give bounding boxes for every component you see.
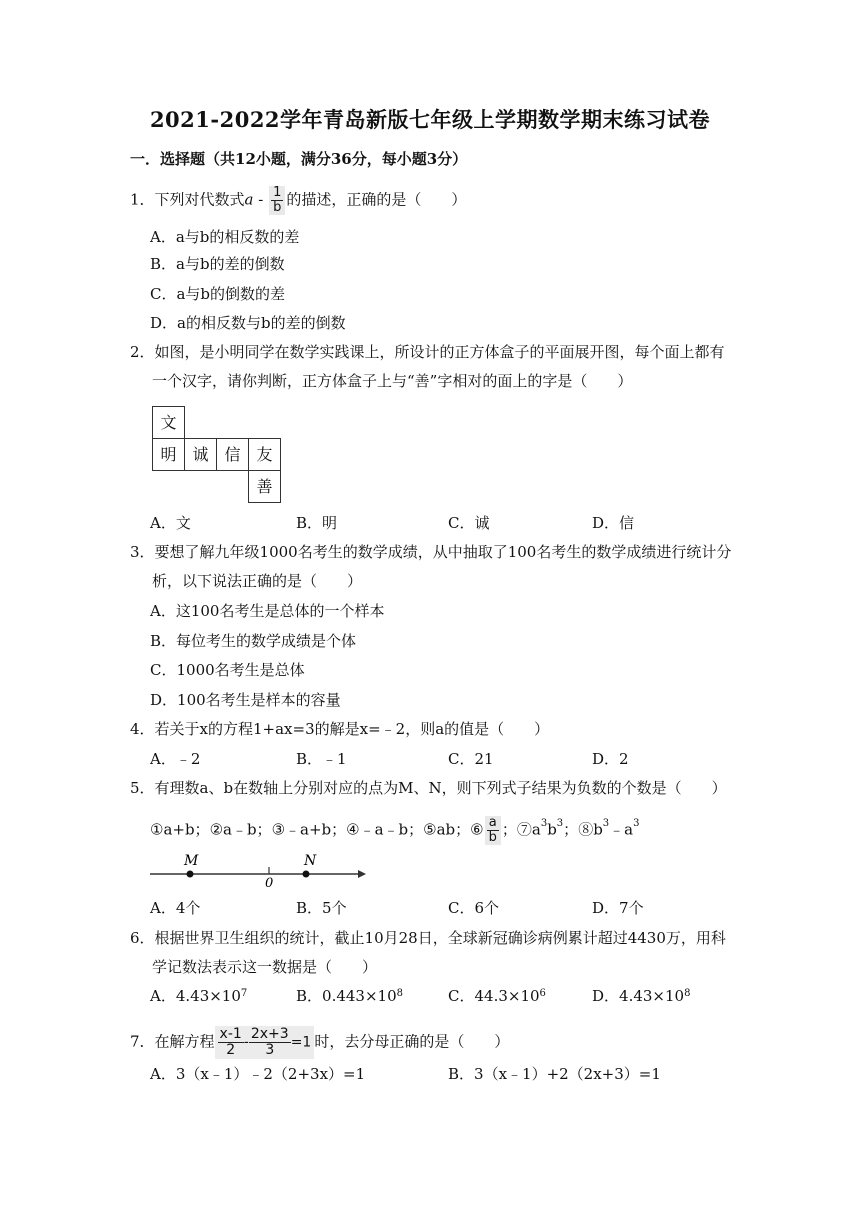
- q2-option-c: C．诚: [448, 514, 490, 532]
- q5-option-c: C．6个: [448, 899, 500, 917]
- q7-fraction-2: [249, 1027, 291, 1058]
- q4-option-a: A．﹣2: [150, 750, 201, 768]
- q5-expr-7-exp1: 3: [540, 818, 548, 829]
- q5-frac-num: a: [487, 816, 499, 831]
- q5-stem: 5．有理数a、b在数轴上分别对应的点为M、N，则下列式子结果为负数的个数是（ ）: [130, 779, 727, 797]
- q5-option-b: B．5个: [296, 899, 347, 917]
- number-line-figure: [148, 852, 368, 888]
- q6-stem-line1: 6．根据世界卫生组织的统计，截止10月28日，全球新冠确诊病例累计超过4430万，用科: [130, 929, 726, 947]
- q7-pre: 7．在解方程: [130, 1032, 215, 1051]
- q1-option-b: B．a与b的差的倒数: [150, 255, 285, 273]
- q5-frac-den: b: [488, 830, 497, 845]
- q2-option-a: A．文: [150, 514, 191, 532]
- q1-option-d: D．a的相反数与b的差的倒数: [150, 314, 346, 332]
- net-cell-shan: 善: [248, 470, 281, 503]
- q5-expr-7-exp2: 3: [556, 818, 564, 829]
- q7-post: 时，去分母正确的是（ ）: [314, 1032, 510, 1051]
- net-cell-ming: 明: [152, 438, 185, 471]
- q3-option-c: C．1000名考生是总体: [150, 661, 305, 679]
- q6-option-d: [592, 986, 690, 1006]
- q5-option-d: D．7个: [592, 899, 644, 917]
- q5-expr-8-exp2: 3: [633, 818, 640, 829]
- q1-post: 的描述，正确的是（ ）: [286, 190, 467, 209]
- q1-minus: -: [253, 190, 269, 209]
- q2-stem-line2: 一个汉字，请你判断，正方体盒子上与“善”字相对的面上的字是（ ）: [152, 372, 633, 390]
- q6-option-a: [150, 986, 247, 1006]
- q3-option-d: D．100名考生是样本的容量: [150, 691, 341, 709]
- q7-stem: [130, 1026, 509, 1059]
- net-cell-wen: 文: [152, 406, 185, 439]
- q6-option-b-exp: 8: [396, 988, 403, 999]
- q7-option-a: A．3（x﹣1）﹣2（2+3x）=1: [150, 1065, 366, 1083]
- q5-expr-7: ⑦a: [516, 820, 541, 839]
- q7-option-b: B．3（x﹣1）+2（2x+3）=1: [448, 1065, 661, 1083]
- q4-option-c: C．21: [448, 750, 494, 768]
- q5-fraction-a-over-b: [485, 816, 501, 845]
- q5-expr-6: ⑥: [470, 820, 484, 839]
- q5-option-a: A．4个: [150, 899, 201, 917]
- q3-stem-line2: 析，以下说法正确的是（ ）: [152, 572, 363, 590]
- q7-eq: =1: [290, 1034, 312, 1051]
- q6-option-b: [296, 986, 403, 1006]
- q1-option-a: A．a与b的相反数的差: [150, 228, 300, 246]
- q2-option-d: D．信: [592, 514, 635, 532]
- q5-expr-2: ②a﹣b；: [209, 820, 272, 839]
- net-cell-cheng: 诚: [184, 438, 217, 471]
- q6-option-b-base: B．0.443×10: [296, 987, 397, 1005]
- q7-f2-den: 3: [265, 1042, 275, 1058]
- q4-option-b: B．﹣1: [296, 750, 347, 768]
- q5-expr-3: ③﹣a+b；: [271, 820, 347, 839]
- q6-option-d-base: D．4.43×10: [592, 987, 685, 1005]
- q7-fraction-1: [218, 1027, 244, 1058]
- q6-option-c: [448, 986, 546, 1006]
- q1-pre: 1．下列对代数式: [130, 190, 245, 209]
- question-1-stem: [130, 186, 466, 215]
- q7-minus: -: [243, 1034, 249, 1051]
- q7-f1-den: 2: [226, 1042, 236, 1058]
- number-line-arrow-icon: [358, 870, 366, 878]
- q7-f1-num: x-1: [219, 1026, 242, 1042]
- q5-expressions: [150, 816, 640, 845]
- q2-stem-line1: 2．如图，是小明同学在数学实践课上，所设计的正方体盒子的平面展开图，每个面上都有: [130, 343, 725, 361]
- point-n: [303, 871, 310, 878]
- q5-expr-6-end: ；: [501, 820, 517, 839]
- q5-expr-1: ①a+b；: [150, 820, 210, 839]
- label-origin: 0: [265, 876, 274, 888]
- q6-option-c-exp: 6: [539, 988, 546, 999]
- q6-option-a-base: A．4.43×10: [150, 987, 241, 1005]
- q6-option-c-base: C．44.3×10: [448, 987, 540, 1005]
- q6-option-a-exp: 7: [240, 988, 248, 999]
- q6-option-d-exp: 8: [684, 988, 691, 999]
- label-m: M: [184, 853, 199, 869]
- q4-stem: 4．若关于x的方程1+ax=3的解是x=﹣2，则a的值是（ ）: [130, 720, 550, 738]
- q2-option-b: B．明: [296, 514, 338, 532]
- q4-option-d: D．2: [592, 750, 629, 768]
- section-heading: 一．选择题（共12小题，满分36分，每小题3分）: [130, 150, 468, 168]
- q3-stem-line1: 3．要想了解九年级1000名考生的数学成绩，从中抽取了100名考生的数学成绩进行统计分: [130, 543, 732, 561]
- point-m: [187, 871, 194, 878]
- q5-expr-4: ④﹣a﹣b；: [346, 820, 424, 839]
- q3-option-a: A．这100名考生是总体的一个样本: [150, 602, 385, 620]
- q5-expr-5: ⑤ab；: [423, 820, 471, 839]
- exam-title: 2021-2022学年青岛新版七年级上学期数学期末练习试卷: [149, 107, 711, 132]
- q3-option-b: B．每位考生的数学成绩是个体: [150, 632, 357, 650]
- q5-expr-8: ⑧b: [578, 820, 603, 839]
- q1-frac-num: 1: [273, 185, 282, 200]
- q5-expr-7-mid: b: [547, 820, 557, 839]
- cube-net-figure: [150, 404, 284, 502]
- q1-frac-den: b: [273, 200, 282, 215]
- q5-expr-7-end: ；: [563, 820, 579, 839]
- q5-expr-8-mid: ﹣a: [609, 820, 634, 839]
- q7-equation: [215, 1026, 315, 1059]
- net-cell-xin: 信: [216, 438, 249, 471]
- q1-option-c: C．a与b的倒数的差: [150, 285, 286, 303]
- label-n: N: [304, 853, 317, 869]
- q1-fraction: [269, 186, 285, 215]
- q1-var-a: a: [244, 190, 254, 209]
- q5-expr-8-exp1: 3: [602, 818, 610, 829]
- net-cell-you: 友: [248, 438, 281, 471]
- q6-stem-line2: 学记数法表示这一数据是（ ）: [152, 958, 378, 976]
- q7-f2-num: 2x+3: [250, 1026, 289, 1042]
